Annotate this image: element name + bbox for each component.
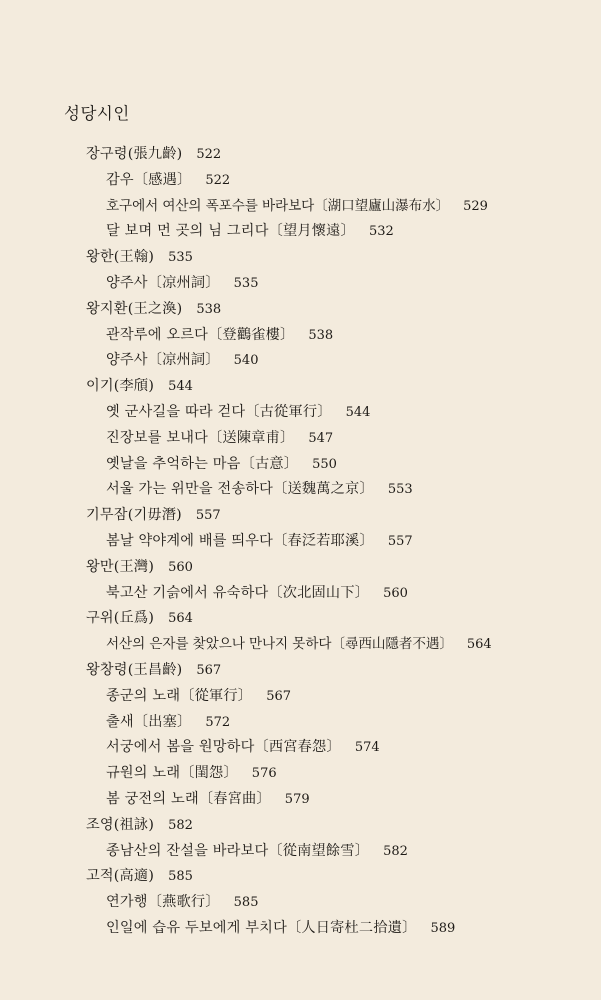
toc-work-entry (0, 452, 601, 478)
page-number: 564 (168, 611, 193, 627)
work-title: 봄날 약야계에 배를 띄우다〔春泛若耶溪〕 (106, 532, 374, 549)
work-title: 규원의 노래〔閨怨〕 (106, 765, 238, 782)
toc-author-entry (0, 658, 601, 684)
toc-work-entry (0, 529, 601, 555)
page-number: 576 (251, 766, 277, 782)
toc-work-entry (0, 761, 601, 787)
author-name: 왕한(王翰) (86, 249, 155, 266)
toc-work-entry (0, 168, 601, 194)
work-title: 호구에서 여산의 폭포수를 바라보다〔湖口望廬山瀑布水〕 (106, 197, 450, 214)
toc-author-entry (0, 297, 601, 323)
page-number: 550 (312, 456, 337, 472)
page-number: 585 (168, 869, 193, 885)
work-title: 서산의 은자를 찾았으나 만나지 못하다〔尋西山隱者不遇〕 (106, 636, 453, 653)
page-number: 544 (345, 404, 371, 420)
toc-author-entry (0, 374, 601, 400)
page-number: 538 (308, 327, 334, 343)
page-number: 574 (354, 740, 380, 756)
page-number: 582 (168, 817, 193, 833)
page-number: 544 (168, 379, 193, 395)
toc-author-entry (0, 503, 601, 529)
author-name: 왕창령(王昌齡) (86, 661, 183, 678)
work-title: 종군의 노래〔從軍行〕 (106, 687, 253, 704)
page-number: 567 (196, 662, 222, 678)
page-number: 560 (168, 559, 193, 575)
toc-author-entry (0, 142, 601, 168)
toc-work-entry (0, 194, 601, 220)
work-title: 인일에 습유 두보에게 부치다〔人日寄杜二拾遺〕 (106, 919, 417, 936)
section-title: 성당시인 (64, 104, 130, 123)
page-number: 522 (196, 147, 222, 162)
page-number: 567 (266, 688, 292, 704)
toc-work-entry (0, 400, 601, 426)
work-title: 종남산의 잔설을 바라보다〔從南望餘雪〕 (106, 842, 370, 859)
work-title: 양주사〔凉州詞〕 (106, 352, 220, 369)
page-number: 560 (383, 585, 408, 601)
table-of-contents (0, 142, 601, 942)
page-number: 522 (205, 172, 231, 188)
page-number: 535 (168, 250, 193, 266)
toc-author-entry (0, 555, 601, 581)
work-title: 옛날을 추억하는 마음〔古意〕 (106, 455, 299, 472)
page-number: 529 (463, 198, 488, 214)
toc-work-entry (0, 890, 601, 916)
toc-work-entry (0, 839, 601, 865)
work-title: 달 보며 먼 곳의 님 그리다〔望月懷遠〕 (106, 223, 355, 240)
toc-work-entry (0, 348, 601, 374)
toc-work-entry (0, 477, 601, 503)
page-number: 557 (387, 533, 413, 549)
author-name: 기무잠(기毋潛) (86, 507, 182, 524)
toc-work-entry (0, 710, 601, 736)
work-title: 감우〔感遇〕 (106, 171, 192, 188)
toc-work-entry (0, 787, 601, 813)
toc-work-entry (0, 916, 601, 942)
toc-work-entry (0, 426, 601, 452)
toc-author-entry (0, 606, 601, 632)
page-number: 553 (387, 482, 413, 498)
toc-author-entry (0, 864, 601, 890)
page-number: 547 (308, 430, 334, 446)
work-title: 양주사〔凉州詞〕 (106, 274, 220, 291)
toc-work-entry (0, 632, 601, 658)
work-title: 서울 가는 위만을 전송하다〔送魏萬之京〕 (106, 481, 374, 498)
work-title: 북고산 기슭에서 유숙하다〔次北固山下〕 (106, 584, 370, 601)
page-number: 538 (196, 301, 222, 317)
toc-work-entry (0, 735, 601, 761)
page-number: 582 (383, 843, 408, 859)
author-name: 왕만(王灣) (86, 558, 155, 575)
toc-work-entry (0, 323, 601, 349)
toc-work-entry (0, 684, 601, 710)
author-name: 구위(丘爲) (86, 610, 155, 627)
author-name: 조영(祖詠) (86, 816, 155, 833)
page-number: 579 (284, 791, 310, 807)
author-name: 왕지환(王之渙) (86, 300, 183, 317)
toc-author-entry (0, 813, 601, 839)
work-title: 진장보를 보내다〔送陳章甫〕 (106, 429, 295, 446)
work-title: 봄 궁전의 노래〔春宮曲〕 (106, 790, 271, 807)
work-title: 옛 군사길을 따라 걷다〔古從軍行〕 (106, 403, 332, 420)
page-number: 572 (205, 714, 231, 730)
author-name: 고적(高適) (86, 868, 155, 885)
toc-work-entry (0, 271, 601, 297)
work-title: 관작루에 오르다〔登鸛雀樓〕 (106, 326, 295, 343)
page-number: 585 (233, 895, 259, 911)
toc-author-entry (0, 245, 601, 271)
author-name: 이기(李頎) (86, 378, 155, 395)
page-number: 589 (430, 920, 456, 936)
work-title: 출새〔出塞〕 (106, 713, 192, 730)
page-number: 540 (233, 353, 259, 369)
page-number: 564 (466, 637, 492, 653)
toc-work-entry (0, 219, 601, 245)
work-title: 서궁에서 봄을 원망하다〔西宮春怨〕 (106, 739, 341, 756)
toc-work-entry (0, 581, 601, 607)
page-number: 557 (195, 508, 221, 524)
page-number: 535 (233, 275, 259, 291)
work-title: 연가행〔燕歌行〕 (106, 894, 220, 911)
page-number: 532 (368, 224, 394, 240)
author-name: 장구령(張九齡) (86, 146, 183, 162)
